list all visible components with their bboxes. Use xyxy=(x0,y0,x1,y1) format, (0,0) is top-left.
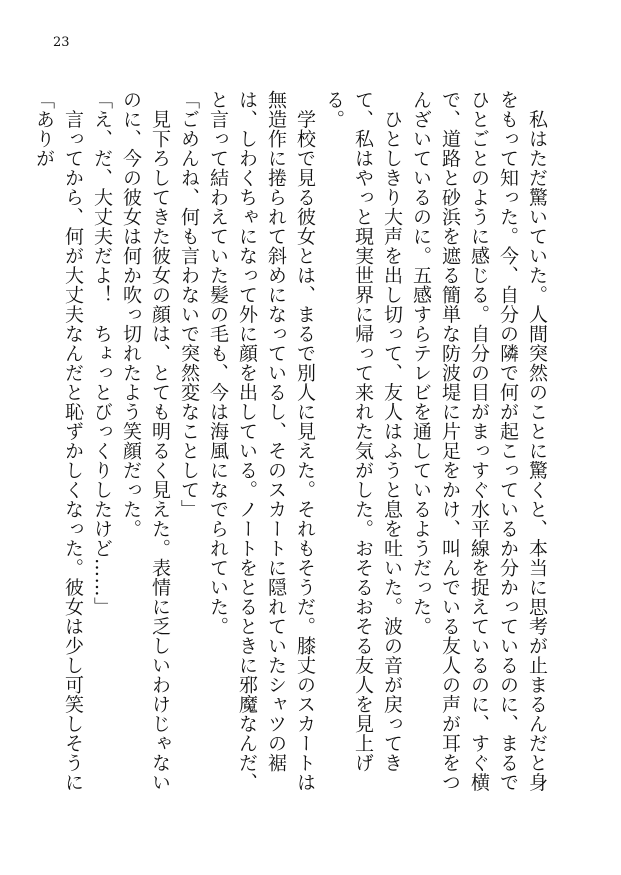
paragraph: ひとしきり大声を出し切って、友人はふうと息を吐いた。波の音が戻ってきて、私はやっと現実世界に帰って来れた気がした。おそるおそる友人を見上げる。 xyxy=(323,90,403,773)
body-text xyxy=(29,90,551,810)
dialogue-paragraph: 「え、だ、大丈夫だよ！ ちょっとびっくりしたけど……」 xyxy=(91,90,113,617)
paragraph: 私はただ驚いていた。人間突然のことに驚くと、本当に思考が止まるんだと身をもって知った。今、自分の隣で何が起こっているか分かっているのに、まるでひとごとのように感じる。自分の目がまっすぐ水平線を捉えているのに、すぐ横で、道路と砂浜を遮る簡単な防波堤に片足をかけ、叫んでいる友人の声が耳をつんざいているのに。五感すらテレビを通しているようだった。 xyxy=(410,90,548,792)
paragraph: 言ってから、何が大丈夫なんだと恥ずかしくなった。彼女は少し可笑しそうに「ありが xyxy=(33,90,84,792)
dialogue-paragraph: 「ごめんね、何も言わないで突然変なことして」 xyxy=(178,90,200,519)
paragraph: 見下ろしてきた彼女の顔は、とても明るく見えた。表情に乏しいわけじゃないのに、今の彼女は何か吹っ切れたよう笑顔だった。 xyxy=(120,90,171,792)
page-number: 23 xyxy=(53,35,70,50)
paragraph: 学校で見る彼女とは、まるで別人に見えた。それもそうだ。膝丈のスカートは無造作に捲られて斜めになっているし、そのスカートに隠れていたシャツの裾は、しわくちゃになって外に顔を出している。ノートをとるときに邪魔なんだ、と言って結わえていた髪の毛も、今は海風になでられていた。 xyxy=(207,90,316,792)
